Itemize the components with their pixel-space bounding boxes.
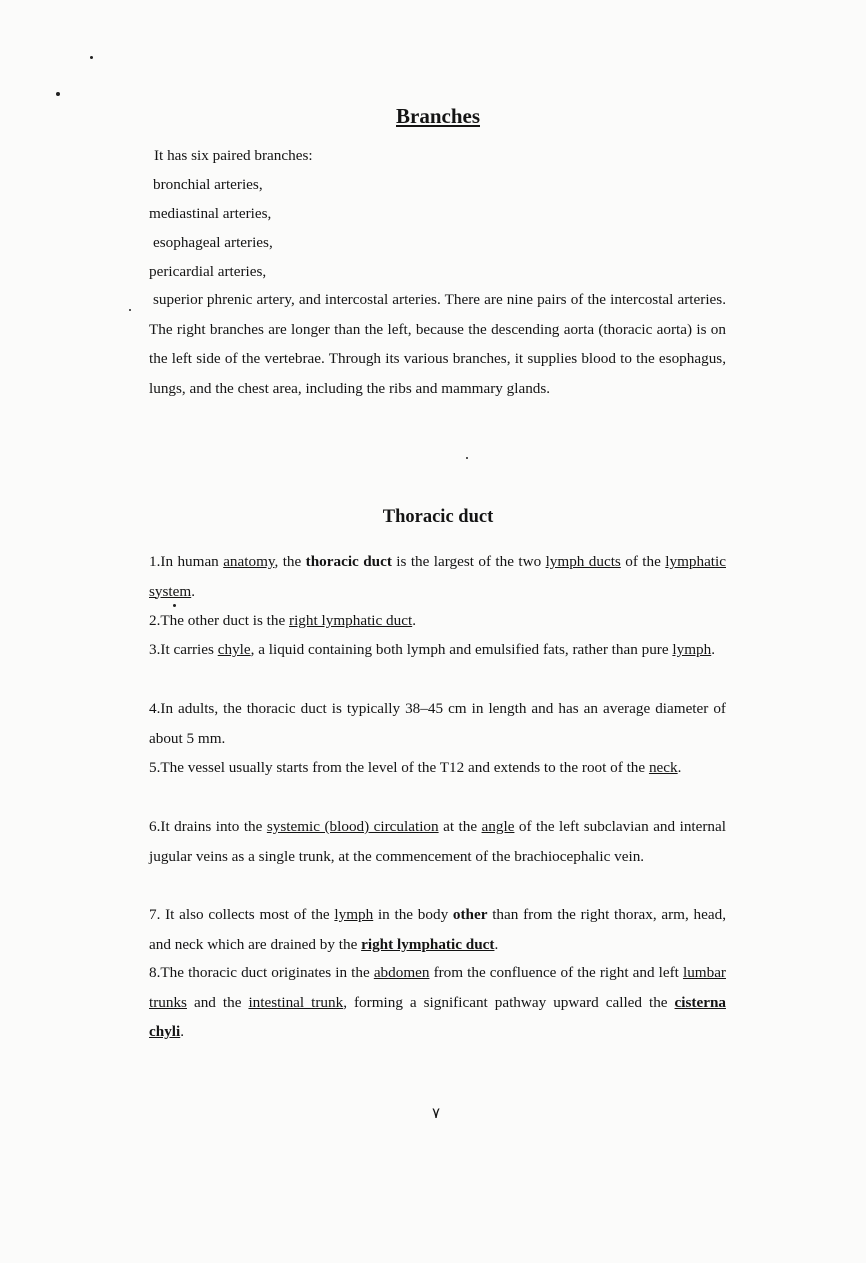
paragraph-3: 3.It carries chyle, a liquid containing both lymph and emulsified fats, rather than pure lymph. <box>149 641 716 658</box>
link-lymph-ducts[interactable]: lymph ducts <box>545 553 621 570</box>
branches-text: There are nine pairs of the intercostal arteries. The right branches are longer than the left, because the descending aorta (thoracic aorta) is on the left side of the vertebrae. Through its various branches, it supplies blood to the esophagus, lungs, and the chest area, including the ribs and mammary glands. <box>149 291 726 397</box>
branch-item: esophageal arteries, <box>153 234 273 251</box>
link-lymphatic-system[interactable]: lymphatic system <box>149 553 726 600</box>
link-cisterna-chyli[interactable]: cisterna chyli <box>149 993 726 1040</box>
paragraph-5: 5.The vessel usually starts from the level of the T12 and extends to the root of the neck. <box>149 759 682 776</box>
link-anatomy[interactable]: anatomy <box>223 553 275 570</box>
thoracic-duct-heading: Thoracic duct <box>382 507 494 527</box>
paragraph-1: 1.In human anatomy, the thoracic duct is the largest of the two lymph ducts of the lymphatic system. <box>149 553 726 600</box>
link-angle[interactable]: angle <box>481 818 515 835</box>
paragraph-8: 8.The thoracic duct originates in the abdomen from the confluence of the right and left lumbar trunks and the intestinal trunk, forming a significant pathway upward called the cisterna chyli. <box>149 964 726 1040</box>
link-lumbar-trunks[interactable]: lumbar trunks <box>149 964 726 1011</box>
link-neck[interactable]: neck <box>648 759 678 776</box>
branch-item-last: superior phrenic artery, and intercostal arteries. <box>153 291 441 308</box>
link-abdomen[interactable]: abdomen <box>373 964 430 981</box>
bold-other: other <box>452 906 488 923</box>
branches-description <box>149 285 726 403</box>
branch-item: mediastinal arteries, <box>149 205 272 222</box>
scan-speck <box>466 457 468 459</box>
branch-item: pericardial arteries, <box>149 263 267 280</box>
link-right-lymphatic-duct[interactable]: right lymphatic duct <box>289 612 413 629</box>
link-systemic-circulation[interactable]: systemic (blood) circulation <box>266 818 439 835</box>
link-intestinal-trunk[interactable]: intestinal trunk <box>248 993 344 1011</box>
paragraph-6: 6.It drains into the systemic (blood) circulation at the angle of the left subclavian and internal jugular veins as a single trunk, at the commencement of the brachiocephalic vein. <box>149 818 726 865</box>
paragraph-2: 2.The other duct is the right lymphatic duct. <box>149 612 416 629</box>
paragraph-7: 7. It also collects most of the lymph in the body other than from the right thorax, arm, head, and neck which are drained by the right lymphatic duct. <box>149 906 726 953</box>
scan-speck <box>129 309 131 311</box>
branches-heading: Branches <box>396 104 480 128</box>
branches-intro: It has six paired branches: <box>154 147 313 164</box>
link-chyle[interactable]: chyle <box>217 641 251 658</box>
scan-speck <box>90 56 93 59</box>
branch-item: bronchial arteries, <box>153 176 263 193</box>
link-right-lymphatic-duct[interactable]: right lymphatic duct <box>361 935 495 953</box>
link-lymph[interactable]: lymph <box>672 641 712 658</box>
bold-thoracic-duct: thoracic duct <box>305 553 392 570</box>
page-number: ٧ <box>431 1106 441 1122</box>
link-lymph[interactable]: lymph <box>334 906 374 923</box>
paragraph-4: 4.In adults, the thoracic duct is typically 38–45 cm in length and has an average diameter of about 5 mm. <box>149 700 726 747</box>
scan-speck <box>56 92 60 96</box>
